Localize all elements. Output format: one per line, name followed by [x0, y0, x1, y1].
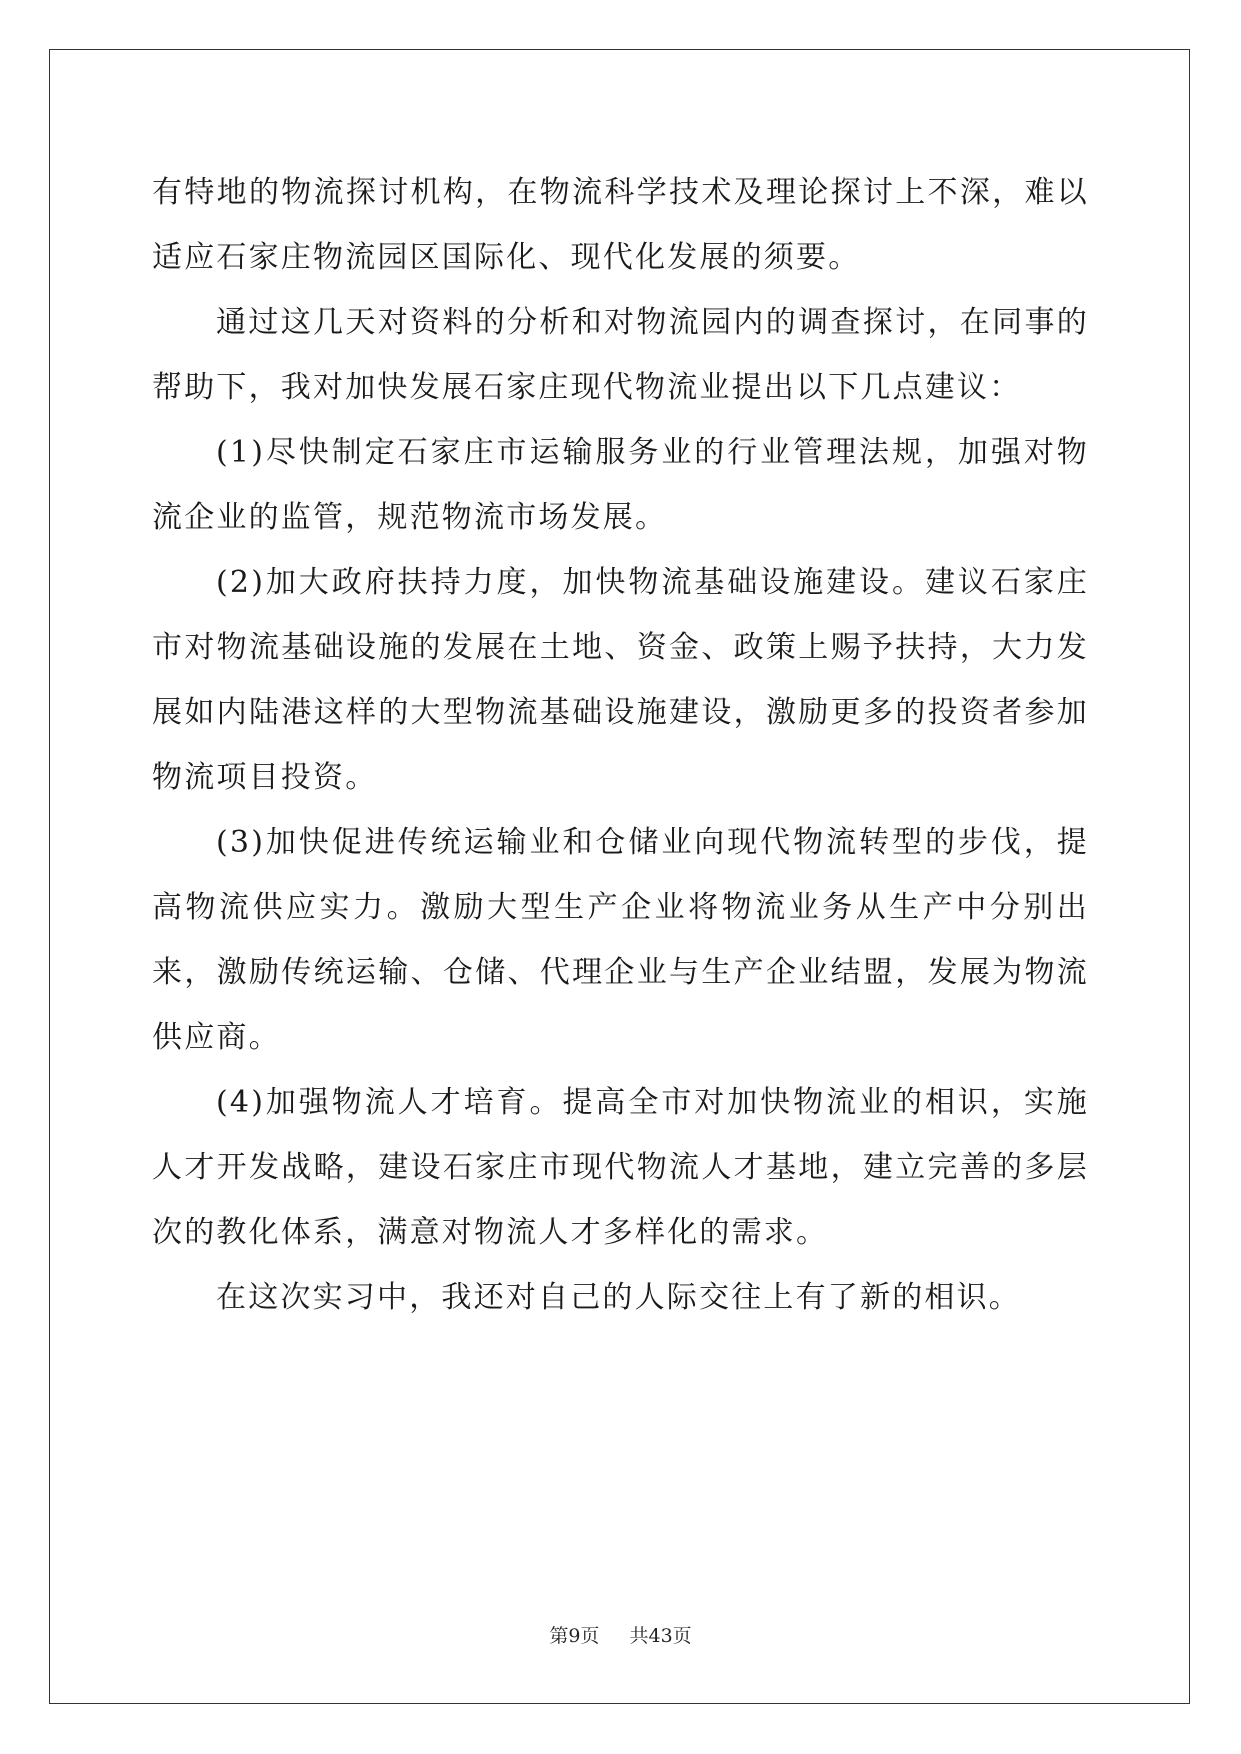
paragraph-closing: 在这次实习中，我还对自己的人际交往上有了新的相识。: [216, 1280, 1021, 1315]
paragraph-suggestion-2: (2)加大政府扶持力度，加快物流基础设施建设。建议石家庄市对物流基础设施的发展在土地、资金、政策上赐予扶持，大力发展如内陆港这样的大型物流基础设施建设，激励更多的投资者参加物流项目投资。: [152, 565, 1089, 795]
paragraph-suggestion-3: (3)加快促进传统运输业和仓储业向现代物流转型的步伐，提高物流供应实力。激励大型生产企业将物流业务从生产中分别出来，激励传统运输、仓储、代理企业与生产企业结盟，发展为物流供应商。: [152, 825, 1089, 1055]
paragraph-continuation: 有特地的物流探讨机构，在物流科学技术及理论探讨上不深，难以适应石家庄物流园区国际化、现代化发展的须要。: [152, 175, 1089, 275]
paragraph-suggestion-4: (4)加强物流人才培育。提高全市对加快物流业的相识，实施人才开发战略，建设石家庄市现代物流人才基地，建立完善的多层次的教化体系，满意对物流人才多样化的需求。: [152, 1085, 1089, 1250]
page-number: 第9页: [549, 1625, 600, 1647]
page-total: 共43页: [629, 1625, 692, 1647]
paragraph-suggestion-1: (1)尽快制定石家庄市运输服务业的行业管理法规，加强对物流企业的监管，规范物流市场发展。: [152, 435, 1089, 535]
page-footer: [0, 1621, 1241, 1648]
paragraph-intro-suggestions: 通过这几天对资料的分析和对物流园内的调查探讨，在同事的帮助下，我对加快发展石家庄现代物流业提出以下几点建议：: [152, 305, 1089, 405]
document-body: [152, 160, 1089, 1580]
